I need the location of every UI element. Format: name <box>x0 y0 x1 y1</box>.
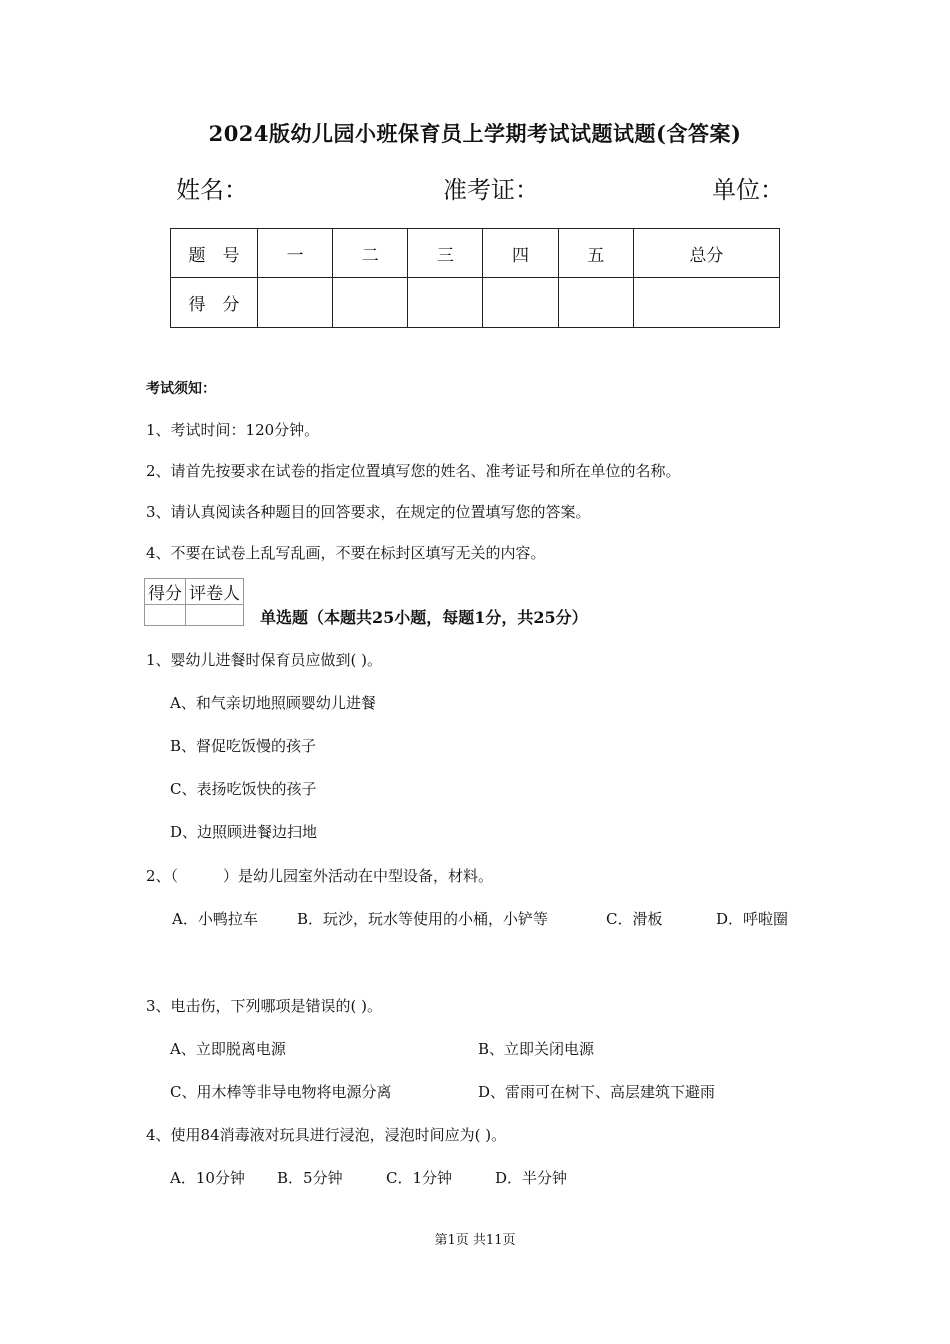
question-option[interactable]: A、立即脱离电源 <box>170 1040 286 1058</box>
notice-item: 4、不要在试卷上乱写乱画，不要在标封区填写无关的内容。 <box>146 544 546 562</box>
grader-name-cell[interactable] <box>186 605 244 626</box>
document-title: 2024版幼儿园小班保育员上学期考试试题试题(含答案) <box>208 121 742 146</box>
score-table-score-row <box>171 278 780 328</box>
question-option[interactable]: C．1分钟 <box>386 1169 453 1187</box>
question-option[interactable]: B、立即关闭电源 <box>478 1040 595 1058</box>
question-stem: 2、（ ）是幼儿园室外活动在中型设备，材料。 <box>146 867 494 885</box>
score-cell-2[interactable] <box>333 278 408 328</box>
question-option[interactable]: D．呼啦圈 <box>716 910 789 928</box>
score-cell-4[interactable] <box>483 278 558 328</box>
question-option[interactable]: D、雷雨可在树下、高层建筑下避雨 <box>478 1083 716 1101</box>
question-stem: 1、婴幼儿进餐时保育员应做到( )。 <box>146 651 383 669</box>
header-cell-3: 三 <box>408 229 483 278</box>
score-cell-3[interactable] <box>408 278 483 328</box>
question-option[interactable]: C．滑板 <box>606 910 663 928</box>
grader-name-label: 评卷人 <box>186 579 244 605</box>
question-stem: 4、使用84消毒液对玩具进行浸泡，浸泡时间应为( )。 <box>146 1126 507 1144</box>
question-option[interactable]: C、表扬吃饭快的孩子 <box>170 780 317 798</box>
question-option[interactable]: B、督促吃饭慢的孩子 <box>170 737 317 755</box>
exam-id-field-label: 准考证： <box>443 176 539 204</box>
score-row-label: 得 分 <box>171 278 258 328</box>
section-title: 单选题（本题共25小题，每题1分，共25分） <box>260 608 588 627</box>
unit-field-label: 单位： <box>712 176 784 204</box>
notice-item: 1、考试时间：120分钟。 <box>146 421 320 439</box>
header-cell-total: 总分 <box>633 229 779 278</box>
header-cell-1: 一 <box>258 229 333 278</box>
notice-item: 3、请认真阅读各种题目的回答要求，在规定的位置填写您的答案。 <box>146 503 591 521</box>
header-cell-2: 二 <box>333 229 408 278</box>
score-table <box>170 228 780 328</box>
header-cell-question-number: 题 号 <box>171 229 258 278</box>
question-option[interactable]: B．5分钟 <box>277 1169 343 1187</box>
grader-score-cell[interactable] <box>145 605 186 626</box>
question-option[interactable]: A、和气亲切地照顾婴幼儿进餐 <box>170 694 376 712</box>
notice-item: 2、请首先按要求在试卷的指定位置填写您的姓名、准考证号和所在单位的名称。 <box>146 462 681 480</box>
page-footer: 第1页 共11页 <box>434 1233 516 1248</box>
question-option[interactable]: D．半分钟 <box>495 1169 568 1187</box>
question-option[interactable]: D、边照顾进餐边扫地 <box>170 823 318 841</box>
score-cell-1[interactable] <box>258 278 333 328</box>
name-field-label: 姓名： <box>176 176 248 204</box>
question-stem: 3、电击伤，下列哪项是错误的( )。 <box>146 997 383 1015</box>
score-cell-total[interactable] <box>633 278 779 328</box>
grader-box <box>144 578 244 626</box>
question-option[interactable]: A．小鸭拉车 <box>172 910 258 928</box>
notice-title: 考试须知： <box>146 381 216 397</box>
header-cell-5: 五 <box>558 229 633 278</box>
header-cell-4: 四 <box>483 229 558 278</box>
grader-score-label: 得分 <box>145 579 186 605</box>
score-table-header-row <box>171 229 780 278</box>
score-cell-5[interactable] <box>558 278 633 328</box>
question-option[interactable]: B．玩沙，玩水等使用的小桶，小铲等 <box>297 910 549 928</box>
question-option[interactable]: A．10分钟 <box>170 1169 245 1187</box>
question-option[interactable]: C、用木棒等非导电物将电源分离 <box>170 1083 392 1101</box>
